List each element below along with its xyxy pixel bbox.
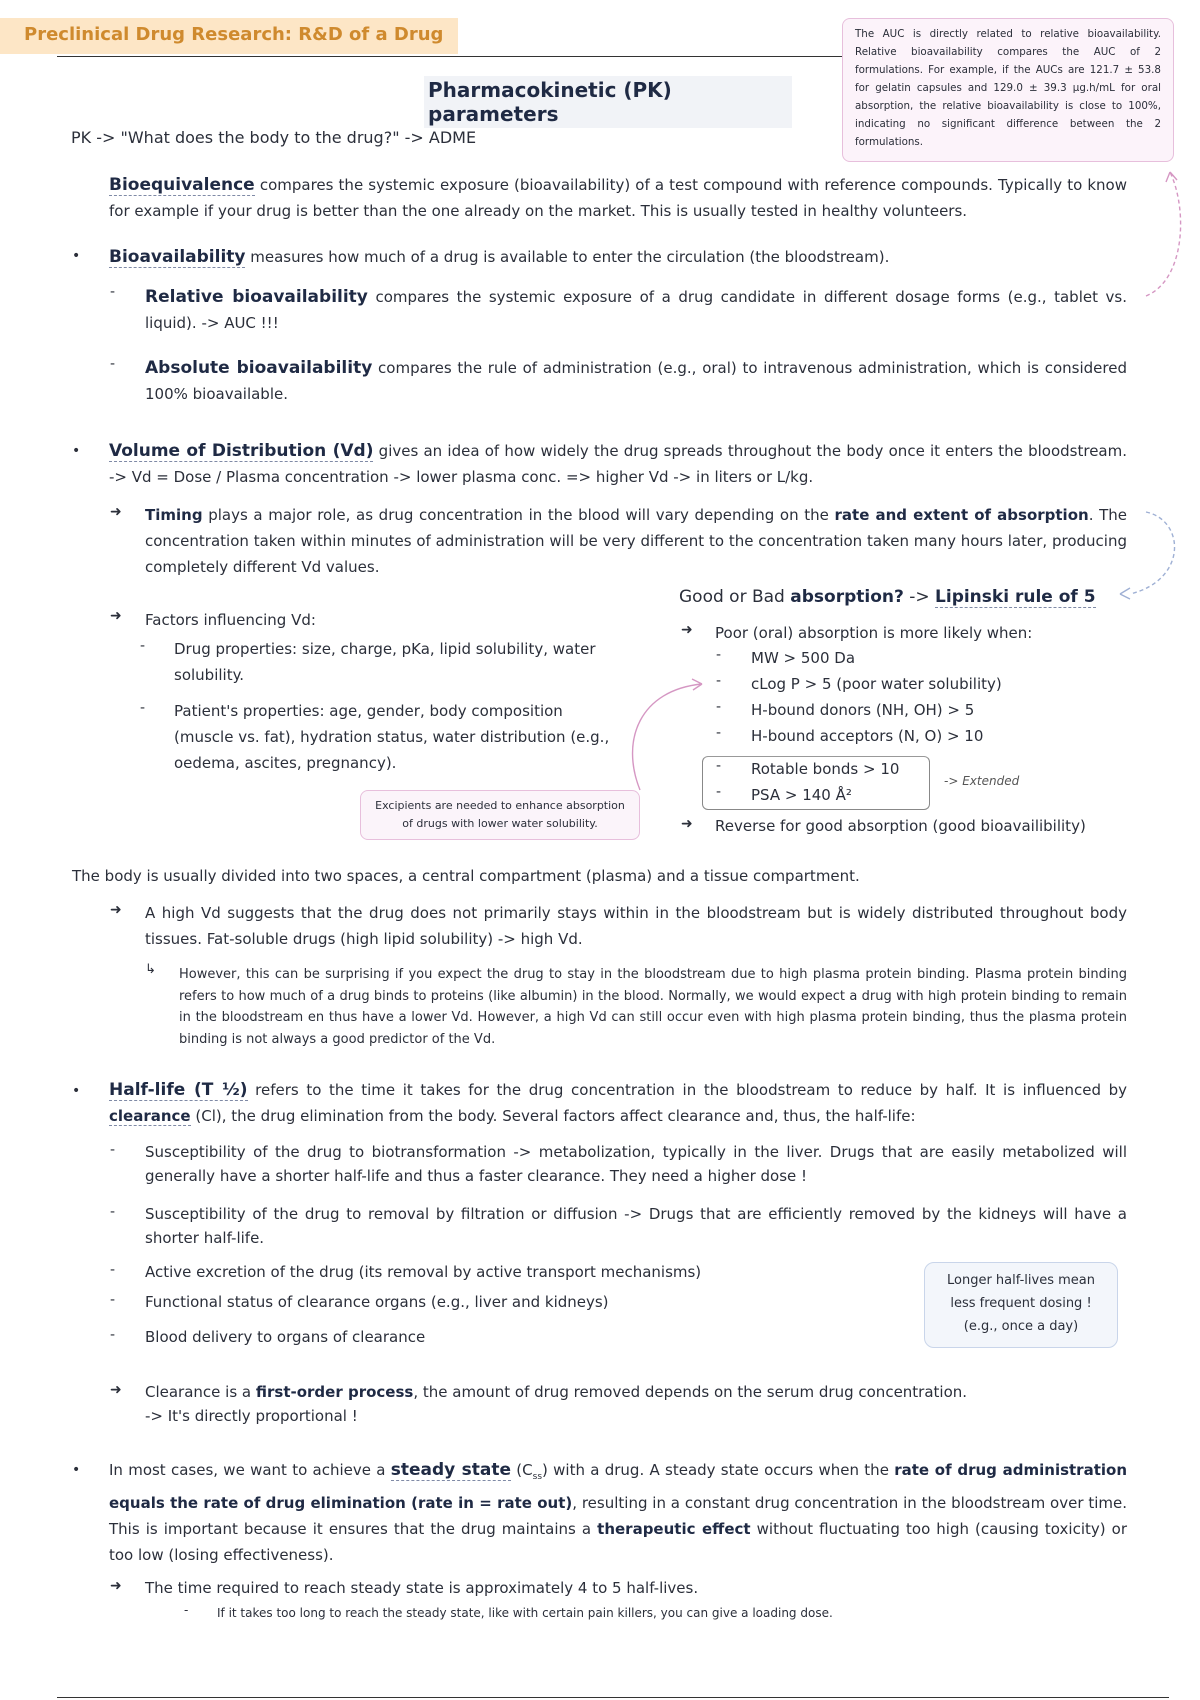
auc-note-text: The AUC is directly related to relative bioavailability. Relative bioavailability compares the AUC of 2 formulations. For example, if the AUCs are 121.7 ± 53.8 for gelatin capsules and 129.0 ± 39.3 µg.h/mL for oral absorption, the relative bioavailability is close to 100%, indicating no significant difference between the 2 formulations. <box>855 28 1161 148</box>
arrow-bullet: ➜ <box>110 504 122 520</box>
halflife-factor: Susceptibility of the drug to removal by filtration or diffusion -> Drugs that are efficiently removed by the kidneys will have a shorter half-life. <box>145 1205 1127 1247</box>
bioequivalence-term: Bioequivalence <box>109 175 255 195</box>
timing-bold: rate and extent of absorption <box>834 506 1089 524</box>
lipinski-rule: MW > 500 Da <box>751 649 856 667</box>
bioavailability-term: Bioavailability <box>109 247 246 267</box>
arrow-bullet: ➜ <box>110 902 122 918</box>
bullet-dash: - <box>110 1292 116 1308</box>
clearance-a: Clearance is a <box>145 1383 256 1401</box>
steady-time: The time required to reach steady state is approximately 4 to 5 half-lives. <box>145 1579 699 1597</box>
factor-patient: Patient's properties: age, gender, body composition (muscle vs. fat), hydration status, water distribution (e.g., oedema, ascites, pregnancy). <box>174 702 610 772</box>
return-arrow-icon: ↳ <box>145 962 156 977</box>
arrow-bullet: ➜ <box>110 608 122 624</box>
bullet-dash: - <box>110 356 116 372</box>
arrow-bullet: ➜ <box>681 816 693 832</box>
steady-b2: therapeutic effect <box>597 1520 751 1538</box>
bullet-dash: - <box>716 758 722 774</box>
halflife-factor: Susceptibility of the drug to biotransformation -> metabolization, typically in the liver. Drugs that are easily metabolized will generally have a shorter half-life and thus a faster clearance. They need a higher dose ! <box>145 1143 1127 1185</box>
relative-text: compares the systemic exposure of a drug candidate in different dosage forms (e.g., tablet vs. liquid). -> AUC !!! <box>145 288 1128 332</box>
extended-label: -> Extended <box>944 774 1020 788</box>
steady-t3: , resulting in a constant drug concentration in the bloodstream over time. This is important because it ensures that the drug maintains a <box>109 1494 1128 1538</box>
steady-t1: In most cases, we want to achieve a <box>109 1461 391 1479</box>
bullet-dash: - <box>110 1327 116 1343</box>
extended-rule: PSA > 140 Å² <box>751 786 852 804</box>
bullet-dash: - <box>716 699 722 715</box>
bullet-dash: - <box>110 1262 116 1278</box>
bullet-dot: • <box>72 1462 81 1478</box>
bullet-dash: - <box>716 784 722 800</box>
banner-title: Preclinical Drug Research: R&D of a Drug <box>24 24 444 45</box>
factor-drug: Drug properties: size, charge, pKa, lipid solubility, water solubility. <box>174 640 596 684</box>
clearance-bold: first-order process <box>255 1383 414 1401</box>
absolute-term: Absolute bioavailability <box>145 358 373 378</box>
bullet-dot: • <box>72 443 81 459</box>
steady-css: (C <box>511 1461 533 1479</box>
lipinski-rule: cLog P > 5 (poor water solubility) <box>751 675 1002 693</box>
lipinski-heading-c: -> <box>903 587 936 607</box>
steady-t4: without fluctuating too high (causing toxicity) or too low (losing effectiveness). <box>109 1520 1127 1564</box>
halflife-text-a: refers to the time it takes for the drug concentration in the bloodstream to reduce by half. It is influenced by <box>247 1081 1127 1099</box>
bullet-dash: - <box>716 725 722 741</box>
steady-t2: ) with a drug. A steady state occurs when the <box>542 1461 895 1479</box>
lipinski-heading-a: Good or Bad <box>679 587 791 607</box>
extended-rule: Rotable bonds > 10 <box>751 760 900 778</box>
halflife-factor: Active excretion of the drug (its removal by active transport mechanisms) <box>145 1263 702 1281</box>
compartments-intro: The body is usually divided into two spaces, a central compartment (plasma) and a tissue compartment. <box>72 867 860 885</box>
excipients-note-text: Excipients are needed to enhance absorption of drugs with lower water solubility. <box>375 799 625 830</box>
halflife-factor: Blood delivery to organs of clearance <box>145 1328 426 1346</box>
page-subtitle: PK -> "What does the body to the drug?" -> ADME <box>71 128 477 147</box>
halflife-factor: Functional status of clearance organs (e.g., liver and kidneys) <box>145 1293 609 1311</box>
vd-term: Volume of Distribution (Vd) <box>109 441 374 461</box>
bullet-dash: - <box>716 647 722 663</box>
timing-text-b: . The concentration taken within minutes of administration will be very different to the concentration taken many hours later, producing completely different Vd values. <box>145 506 1127 576</box>
high-vd-paragraph: A high Vd suggests that the drug does not primarily stays within in the bloodstream but is widely distributed throughout body tissues. Fat-soluble drugs (high lipid solubility) -> high Vd. <box>145 904 1127 948</box>
bullet-dash: - <box>716 673 722 689</box>
bullet-dot: • <box>72 1083 81 1099</box>
however-paragraph: However, this can be surprising if you expect the drug to stay in the bloodstream due to high plasma protein binding. Plasma protein binding refers to how much of a drug binds to proteins (like albumin) in the blood. Normally, we would expect a drug with high protein binding to remain in the bloodstream en thus have a lower Vd. However, a high Vd can still occur even with high plasma protein binding, thus the plasma protein binding is not always a good predictor of the Vd. <box>179 967 1127 1047</box>
steady-term: steady state <box>390 1460 512 1480</box>
lipinski-heading-b: absorption? <box>790 587 904 607</box>
lipinski-rule: H-bound acceptors (N, O) > 10 <box>751 727 984 745</box>
bullet-dot: • <box>72 248 81 264</box>
bullet-dash: - <box>110 1204 116 1220</box>
steady-loading: If it takes too long to reach the steady state, like with certain pain killers, you can give a loading dose. <box>217 1606 833 1620</box>
absolute-text: compares the rule of administration (e.g., oral) to intravenous administration, which is considered 100% bioavailable. <box>145 359 1127 403</box>
clearance-b: , the amount of drug removed depends on the serum drug concentration. <box>413 1383 968 1401</box>
bullet-dash: - <box>140 700 146 716</box>
arrow-bullet: ➜ <box>110 1382 122 1398</box>
halflife-note-text: Longer half-lives mean less frequent dosing ! (e.g., once a day) <box>947 1273 1095 1334</box>
bullet-dash: - <box>140 638 146 654</box>
relative-term: Relative bioavailability <box>145 287 368 307</box>
clearance-term: clearance <box>109 1107 191 1125</box>
lipinski-heading-d: Lipinski rule of 5 <box>935 587 1096 607</box>
bullet-dash: - <box>110 284 116 300</box>
bullet-dash: - <box>184 1603 189 1617</box>
halflife-term: Half-life (T ½) <box>109 1080 248 1100</box>
halflife-text-b: (Cl), the drug elimination from the body. Several factors affect clearance and, thus, the half-life: <box>190 1107 916 1125</box>
vd-text: gives an idea of how widely the drug spreads throughout the body once it enters the bloodstream. -> Vd = Dose / Plasma concentration -> lower plasma conc. => higher Vd -> in liters or L/kg. <box>109 442 1127 486</box>
timing-text-a: plays a major role, as drug concentration in the blood will vary depending on the <box>202 506 835 524</box>
arrow-bullet: ➜ <box>110 1578 122 1594</box>
steady-b1: rate of drug administration equals the rate of drug elimination (rate in = rate out) <box>109 1461 1128 1512</box>
factors-title: Factors influencing Vd: <box>145 611 316 629</box>
bullet-dash: - <box>110 1142 116 1158</box>
bioequivalence-text: compares the systemic exposure (bioavailability) of a test compound with reference compounds. Typically to know for example if your drug is better than the one already on the market. This is usually tested in healthy volunteers. <box>109 176 1127 220</box>
arrow-bullet: ➜ <box>681 622 693 638</box>
lipinski-poor-intro: Poor (oral) absorption is more likely when: <box>715 624 1033 642</box>
page-title: Pharmacokinetic (PK) parameters <box>424 76 792 128</box>
proportional-line: -> It's directly proportional ! <box>145 1407 358 1425</box>
lipinski-rule: H-bound donors (NH, OH) > 5 <box>751 701 975 719</box>
bioavailability-text: measures how much of a drug is available to enter the circulation (the bloodstream). <box>245 248 890 266</box>
steady-sub: ss <box>532 1472 543 1482</box>
timing-term: Timing <box>145 506 203 524</box>
lipinski-reverse: Reverse for good absorption (good bioavailibility) <box>715 817 1086 835</box>
